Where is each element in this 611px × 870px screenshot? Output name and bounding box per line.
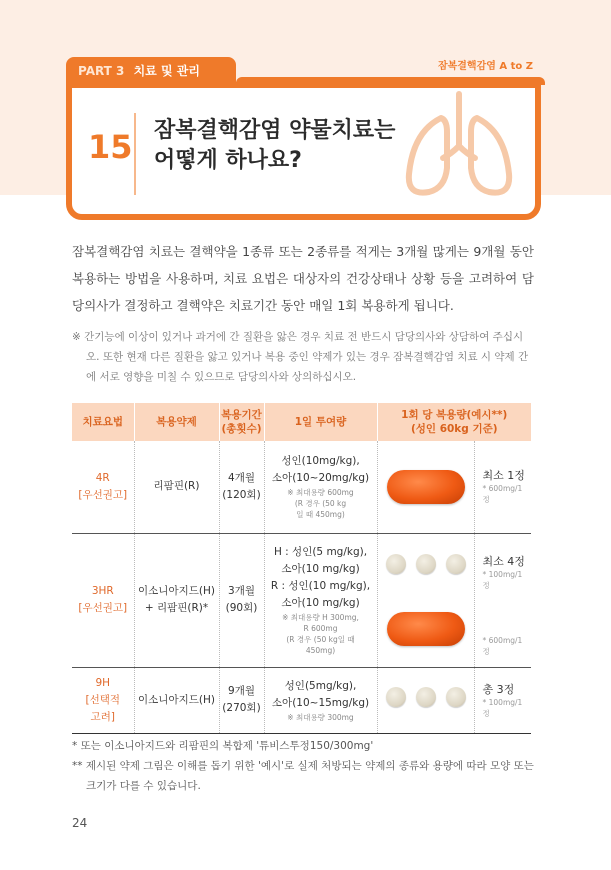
quantity-cell xyxy=(474,533,531,667)
white-round-tablet-icon xyxy=(416,687,436,707)
row-regimen: 3HR [우선권고] xyxy=(72,533,134,667)
col-period xyxy=(219,403,264,441)
per-dose-header: 1회 당 복용량(예시**) (성인 60kg 기준) xyxy=(401,409,508,435)
pill-image-cell xyxy=(377,667,474,733)
row-drug: 이소니아지드(H) xyxy=(134,667,219,733)
period-header: 복용기간 (총횟수) xyxy=(221,409,262,435)
white-round-tablet-icon xyxy=(446,554,466,574)
quantity: 총 3정 xyxy=(482,682,515,696)
daily-max-note: ※ 최대용량 600mg (R 경우 (50 kg 일 때 450mg) xyxy=(287,488,354,520)
title-line-2: 어떻게 하나요? xyxy=(154,148,302,173)
col-regimen: 치료요법 xyxy=(72,403,134,441)
table-header-row xyxy=(72,403,531,441)
orange-tablet-icon xyxy=(387,470,465,504)
intro-paragraph: 잠복결핵감염 치료는 결핵약을 1종류 또는 2종류를 적게는 3개월 많게는 9개월 동안 복용하는 방법을 사용하며, 치료 요법은 대상자의 건강상태나 상황 등을 고려하여 담당의사가 결정하고 결핵약은 치료기간 동안 매일 1회 복용하게 됩니다. xyxy=(72,244,534,313)
row-period: 3개월 (90회) xyxy=(219,533,264,667)
chapter-number: 15 xyxy=(88,128,133,166)
row-daily xyxy=(264,667,377,733)
orange-tablet-icon xyxy=(387,612,465,646)
quantity-note: * 100mg/1정 xyxy=(482,697,523,718)
white-round-tablet-icon xyxy=(386,554,406,574)
pill-image-cell xyxy=(377,533,474,667)
quantity-note: * 600mg/1정 xyxy=(482,484,523,505)
quantity: 최소 1정 xyxy=(482,469,525,483)
daily-max-note: ※ 최대용량 300mg xyxy=(287,712,354,722)
white-round-tablet-icon xyxy=(446,687,466,707)
row-drug: 리팜핀(R) xyxy=(134,441,219,533)
lungs-illustration-icon xyxy=(399,88,519,214)
row-period: 9개월 (270회) xyxy=(219,667,264,733)
white-round-tablet-icon xyxy=(386,687,406,707)
row-regimen: 9H [선택적 고려] xyxy=(72,667,134,733)
part-number: PART 3 xyxy=(78,64,125,78)
quantity-note: * 100mg/1정 xyxy=(482,569,523,590)
section-title: 잠복결핵감염 A to Z xyxy=(437,61,533,72)
col-drug: 복용약제 xyxy=(134,403,219,441)
part-label: 치료 및 관리 xyxy=(133,64,200,78)
daily-dose: 성인(10mg/kg), 소아(10~20mg/kg) xyxy=(271,455,370,485)
title-divider xyxy=(134,113,136,195)
white-round-tablet-icon xyxy=(416,554,436,574)
quantity-note-2: * 600mg/1정 xyxy=(482,635,523,656)
title-box xyxy=(66,82,541,220)
footnote-1: * 또는 이소니아지드와 리팜핀의 복합제 '튜비스투정150/300mg' xyxy=(72,740,374,752)
page-title xyxy=(154,116,395,176)
row-regimen: 4R [우선권고] xyxy=(72,441,134,533)
table-row xyxy=(72,667,531,733)
title-line-1: 잠복결핵감염 약물치료는 xyxy=(154,118,396,143)
pill-image-cell xyxy=(377,441,474,533)
row-drug: 이소니아지드(H) + 리팜핀(R)* xyxy=(134,533,219,667)
col-daily: 1일 투여량 xyxy=(264,403,377,441)
row-period: 4개월 (120회) xyxy=(219,441,264,533)
caution-note: ※ 간기능에 이상이 있거나 과거에 간 질환을 앓은 경우 치료 전 반드시 담당의사와 상담하여 주십시오. 또한 현재 다른 질환을 앓고 있거나 복용 중인 약제가 있는 경우 잠복결핵감염 치료 시 약제 간에 서로 영향을 미칠 수 있으므로 담당의사와 상의하십시오. xyxy=(72,331,529,383)
page-number: 24 xyxy=(72,816,88,830)
row-daily xyxy=(264,533,377,667)
quantity-cell xyxy=(474,441,531,533)
table-row xyxy=(72,441,531,533)
table-row xyxy=(72,533,531,667)
daily-dose: 성인(5mg/kg), 소아(10~15mg/kg) xyxy=(271,679,370,709)
treatment-table xyxy=(72,403,531,734)
quantity: 최소 4정 xyxy=(482,554,525,568)
quantity-cell xyxy=(474,667,531,733)
part-tab xyxy=(66,57,236,85)
daily-dose: H : 성인(5 mg/kg), 소아(10 mg/kg) R : 성인(10 mg/kg), 소아(10 mg/kg) xyxy=(270,546,371,609)
row-daily xyxy=(264,441,377,533)
daily-max-note: ※ 최대용량 H 300mg, R 600mg (R 경우 (50 kg일 때 450mg) xyxy=(282,613,359,655)
col-per-dose xyxy=(377,403,531,441)
footnotes xyxy=(72,736,534,796)
footnote-2: ** 제시된 약제 그림은 이해를 돕기 위한 '예시'로 실제 처방되는 약제의 종류와 용량에 따라 모양 또는 크기가 다를 수 있습니다. xyxy=(72,760,534,792)
